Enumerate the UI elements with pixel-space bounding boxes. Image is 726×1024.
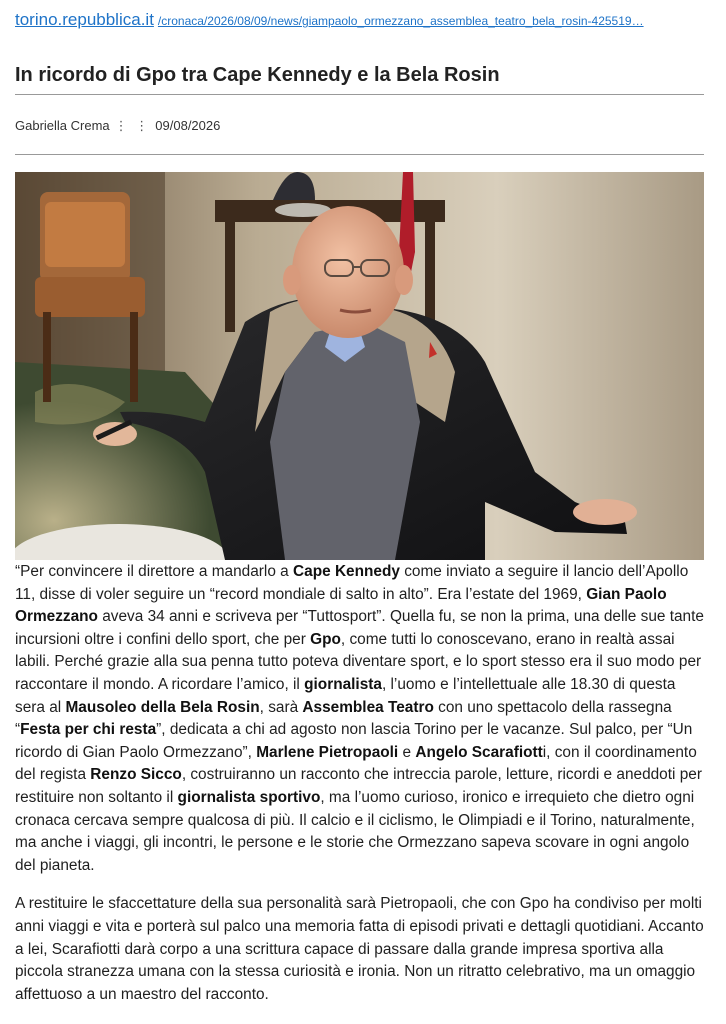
text-run: , l’uomo e l’intellettuale alle 18.30 di questa sera al: [15, 675, 676, 716]
article-title: In ricordo di Gpo tra Cape Kennedy e la Bela Rosin: [15, 64, 500, 86]
url-host-link[interactable]: torino.repubblica.it: [15, 10, 154, 29]
bold-run: Gian Paolo Ormezzano: [15, 585, 667, 626]
text-run: i, con il coordinamento del regista: [15, 743, 697, 784]
byline-divider: [15, 154, 704, 155]
text-run: , costruiranno un racconto che intreccia parole, letture, ricordi e aneddoti per restituire non soltanto il: [15, 766, 702, 806]
byline: [15, 118, 220, 134]
title-divider: [15, 94, 704, 95]
bold-run: Renzo Sicco: [90, 766, 182, 784]
bold-run: Cape Kennedy: [293, 563, 400, 580]
bold-run: giornalista: [304, 675, 382, 693]
article-photo: [15, 172, 704, 560]
text-run: e: [398, 743, 416, 761]
url-path-link[interactable]: /cronaca/2026/08/09/news/giampaolo_ormezzano_assemblea_teatro_bela_rosin-425519…: [157, 14, 644, 28]
text-run: “Per convincere il direttore a mandarlo a: [15, 563, 294, 580]
bold-run: Gpo: [310, 630, 341, 648]
publish-date: 09/08/2026: [155, 118, 221, 133]
article-body: [15, 561, 707, 1022]
bold-run: Marlene Pietropaoli: [256, 743, 399, 761]
text-run: , sarà: [259, 698, 303, 716]
bold-run: Assemblea Teatro: [302, 698, 434, 716]
bold-run: Mausoleo della Bela Rosin: [65, 698, 260, 716]
url-bar[interactable]: [15, 10, 715, 32]
text-run: ”, dedicata a chi ad agosto non lascia Torino per le vacanze. Sul palco, per “Un ricordo di Gian Paolo Ormezzano”,: [15, 721, 693, 761]
text-run: con uno spettacolo della rassegna “: [15, 698, 672, 739]
text-run: , come tutti lo conoscevano, erano in realtà assai labili. Perché grazie alla sua penna tutto poteva diventare sport, e lo sport stesso era il suo modo per raccontare il mondo. A ricordare l’amico, il: [15, 630, 702, 693]
article-paragraph-2: [15, 893, 707, 1006]
text-run: aveva 34 anni e scriveva per “Tuttosport”. Quella fu, se non la prima, una delle sue tante incursioni oltre i confini dello sport, che per: [15, 608, 704, 648]
text-run: come inviato a seguire il lancio dell’Apollo 11, disse di voler seguire un “record mondiale di salto in alto”. Era l’estate del 1969,: [15, 563, 689, 603]
photo-portrait-image: [15, 172, 704, 560]
bold-run: Angelo Scarafiott: [415, 743, 543, 761]
author-name[interactable]: Gabriella Crema: [15, 118, 110, 133]
bold-run: giornalista sportivo: [177, 788, 321, 806]
article-paragraph-1: [15, 561, 707, 877]
text-run: , ma l’uomo curioso, ironico e irrequieto che dietro ogni cronaca cercava sempre qualcosa di più. Il calcio e il ciclismo, le Olimpiadi e il Torino, naturalmente, ma anche i viaggi, gli incontri, le persone e le storie che Ormezzano sapeva scovare in ogni angolo del pianeta.: [15, 788, 695, 874]
text-run: A restituire le sfaccettature della sua personalità sarà Pietropaoli, che con Gpo ha condiviso per molti anni viaggi e vita e porterà sul palco una memoria fatta di episodi privati e dettagli quotidiani. Accanto a lei, Scarafiotti darà corpo a una scrittura capace di passare dalla grande impresa sportiva alla piccola stranezza umana con la stessa curiosità e ironia. Non un ritratto celebrativo, ma un omaggio affettuoso a un maestro del racconto.: [15, 895, 704, 1003]
byline-separator: ⋮ ⋮: [114, 118, 151, 133]
bold-run: Festa per chi resta: [20, 721, 157, 739]
